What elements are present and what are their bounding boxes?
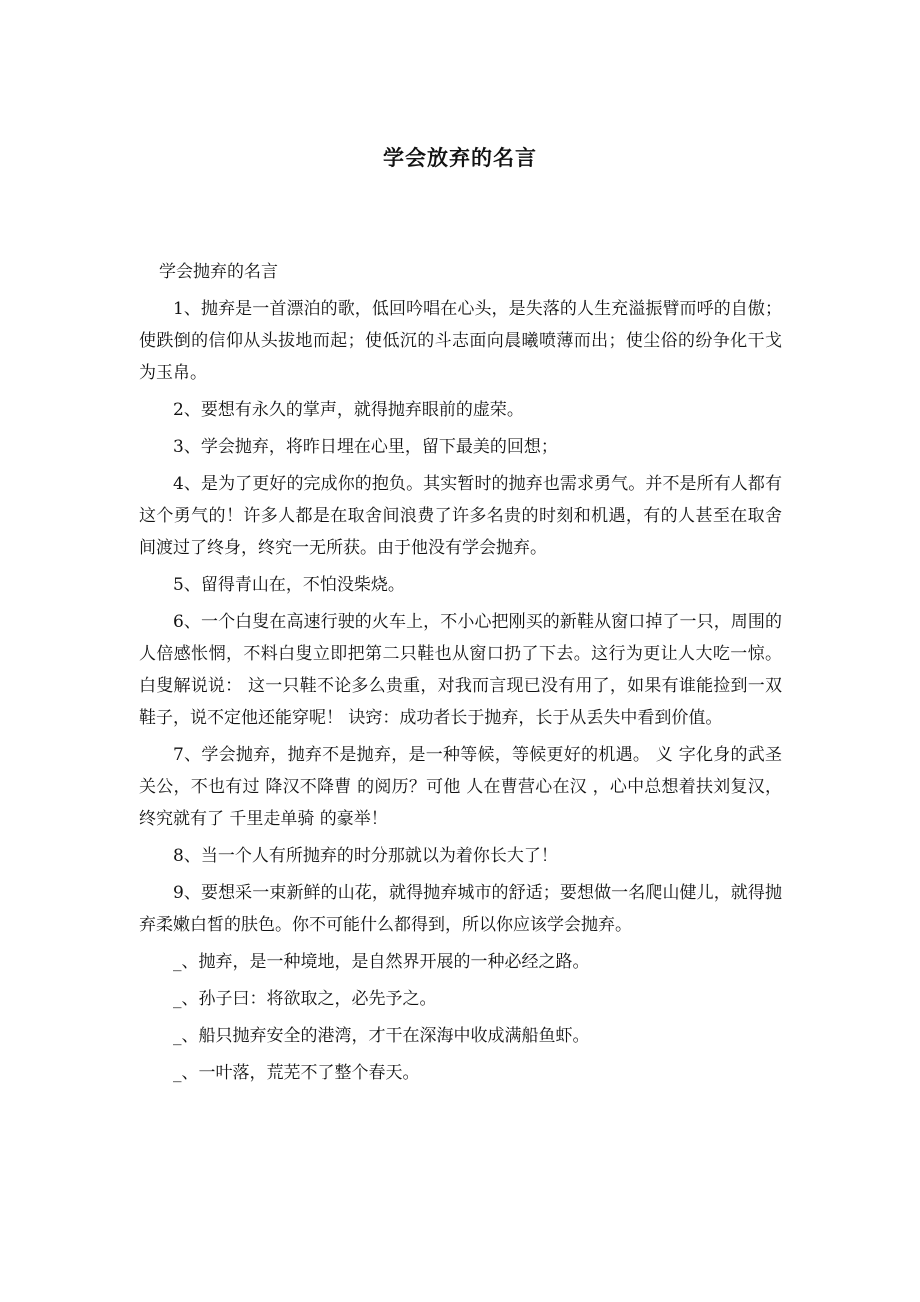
quote-paragraph-3: 3、学会抛弃，将昨日埋在心里，留下最美的回想； [173, 437, 558, 457]
section-heading: 学会抛弃的名言 [159, 262, 278, 282]
quote-paragraph-5: 5、留得青山在，不怕没柴烧。 [173, 575, 405, 595]
quote-paragraph-10: _、抛弃，是一种境地，是自然界开展的一种必经之路。 [173, 952, 590, 972]
quote-paragraph-1: 1、抛弃是一首漂泊的歌，低回吟唱在心头，是失落的人生充溢振臂而呼的自傲；使跌倒的信仰从头拔地而起；使低沉的斗志面向晨曦喷薄而出；使尘俗的纷争化干戈为玉帛。 [139, 299, 782, 383]
quote-paragraph-7: 7、学会抛弃，抛弃不是抛弃，是一种等候，等候更好的机遇。 义 字化身的武圣关公，不也有过 降汉不降曹 的阅历？可他 人在曹营心在汉 ，心中总想着扶刘复汉，终究就有了 千里走单骑 的豪举！ [139, 745, 782, 829]
document-body [139, 256, 782, 1094]
quote-paragraph-6: 6、一个白叟在高速行驶的火车上，不小心把刚买的新鞋从窗口掉了一只，周围的人倍感怅惘，不料白叟立即把第二只鞋也从窗口扔了下去。这行为更让人大吃一惊。白叟解说说： 这一只鞋不论多么贵重，对我而言现已没有用了，如果有谁能捡到一双鞋子，说不定他还能穿呢！ 诀窍：成功者长于抛弃，长于从丢失中看到价值。 [139, 612, 782, 728]
quote-paragraph-11: _、孙子曰：将欲取之，必先予之。 [173, 989, 437, 1009]
quote-paragraph-13: _、一叶落，荒芜不了整个春天。 [173, 1063, 420, 1083]
quote-paragraph-4: 4、是为了更好的完成你的抱负。其实暂时的抛弃也需求勇气。并不是所有人都有这个勇气的！许多人都是在取舍间浪费了许多名贵的时刻和机遇，有的人甚至在取舍间渡过了终身，终究一无所获。由于他没有学会抛弃。 [139, 474, 782, 558]
quote-paragraph-8: 8、当一个人有所抛弃的时分那就以为着你长大了！ [173, 846, 558, 866]
page-title: 学会放弃的名言 [383, 145, 537, 170]
quote-paragraph-9: 9、要想采一束新鲜的山花，就得抛弃城市的舒适；要想做一名爬山健儿，就得抛弃柔嫩白皙的肤色。你不可能什么都得到，所以你应该学会抛弃。 [139, 883, 782, 935]
quote-paragraph-2: 2、要想有永久的掌声，就得抛弃眼前的虚荣。 [173, 400, 524, 420]
quote-paragraph-12: _、船只抛弃安全的港湾，才干在深海中收成满船鱼虾。 [173, 1026, 590, 1046]
